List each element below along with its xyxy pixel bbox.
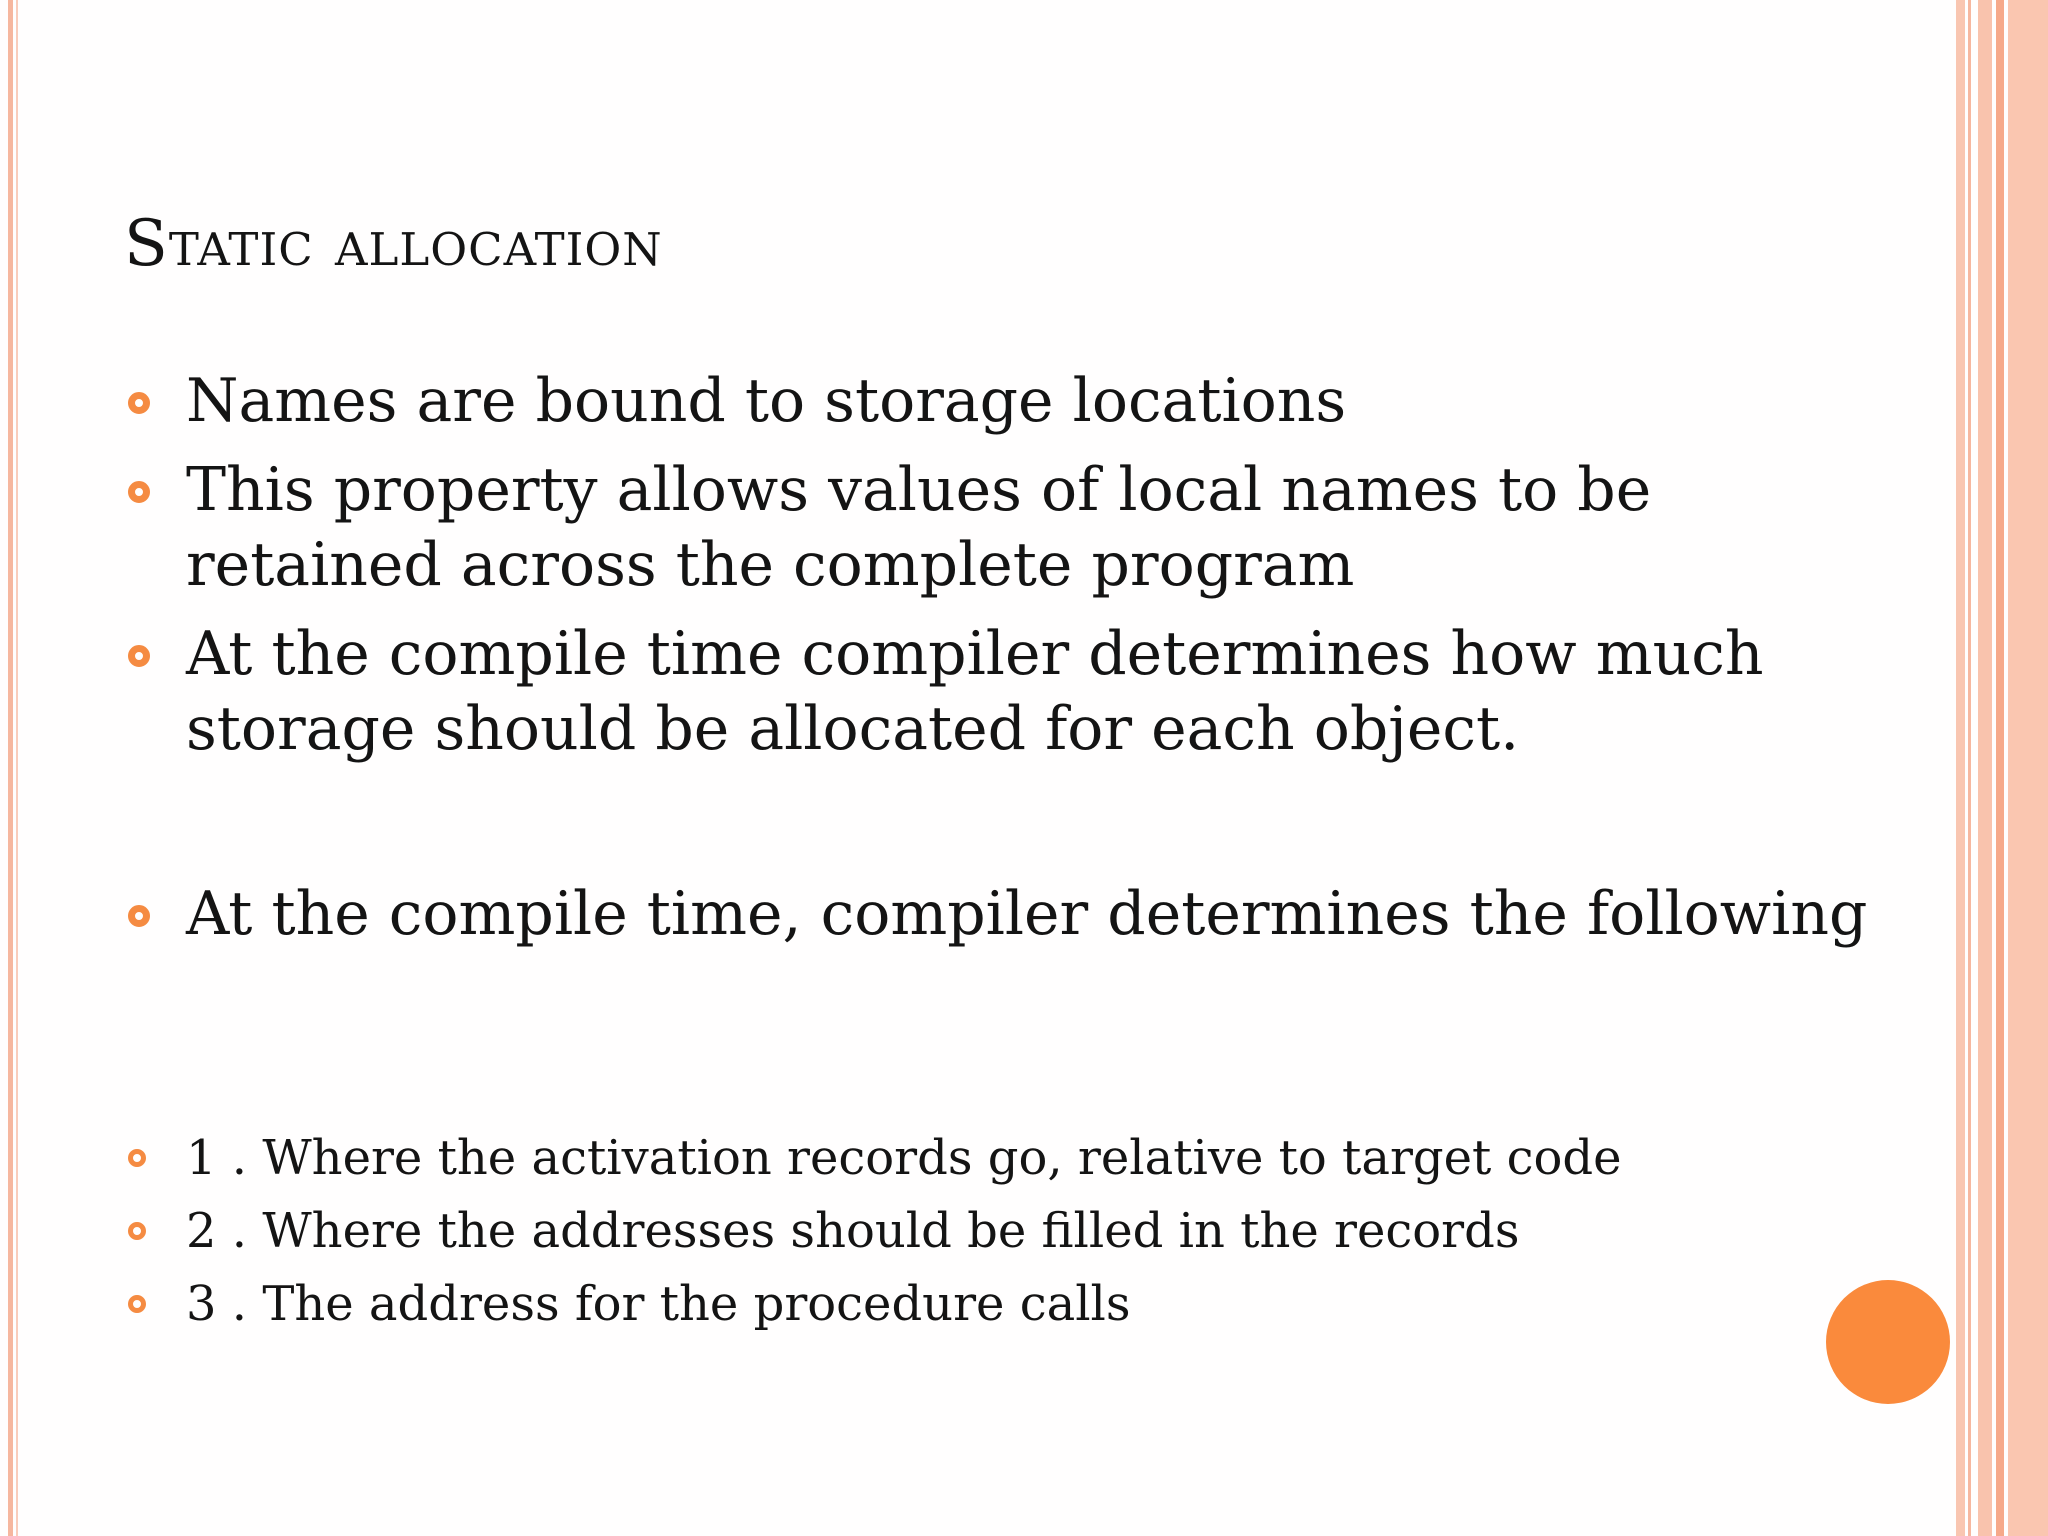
list-item	[124, 453, 1884, 603]
circle-bullet-icon	[128, 481, 150, 503]
right-border-stripe	[2008, 0, 2048, 1536]
circle-bullet-icon	[128, 905, 150, 927]
circle-bullet-icon	[128, 645, 150, 667]
list-item	[124, 364, 1884, 439]
list-item	[124, 1203, 1824, 1259]
list-item	[124, 1130, 1824, 1186]
list-item	[124, 617, 1884, 767]
list-item-text: 1 . Where the activation records go, relative to target code	[186, 1130, 1622, 1186]
circle-bullet-icon	[128, 1149, 146, 1167]
list-item-text: 2 . Where the addresses should be filled in the records	[186, 1203, 1520, 1259]
orange-circle-icon	[1826, 1280, 1950, 1404]
list-item	[124, 877, 1884, 952]
list-item	[124, 1276, 1824, 1332]
right-border-stripe	[1968, 0, 1971, 1536]
list-item-text: 3 . The address for the procedure calls	[186, 1276, 1131, 1332]
list-item-text: Names are bound to storage locations	[186, 366, 1347, 436]
sub-bullet-list	[124, 1130, 1824, 1332]
right-border-stripe	[1996, 0, 2004, 1536]
circle-bullet-icon	[128, 1222, 146, 1240]
list-item-text: At the compile time compiler determines how much storage should be allocated for each object.	[186, 619, 1764, 764]
circle-bullet-icon	[128, 1295, 146, 1313]
right-border-stripe	[1956, 0, 1965, 1536]
left-border-line	[8, 0, 13, 1536]
left-border-line-thin	[16, 0, 18, 1536]
right-border-stripe	[1978, 0, 1992, 1536]
slide-title: Static allocation	[124, 207, 663, 281]
main-bullet-list	[124, 364, 1884, 952]
list-item-text: At the compile time, compiler determines the following	[186, 879, 1868, 949]
circle-bullet-icon	[128, 392, 150, 414]
list-item-text: This property allows values of local names to be retained across the complete program	[186, 455, 1652, 600]
